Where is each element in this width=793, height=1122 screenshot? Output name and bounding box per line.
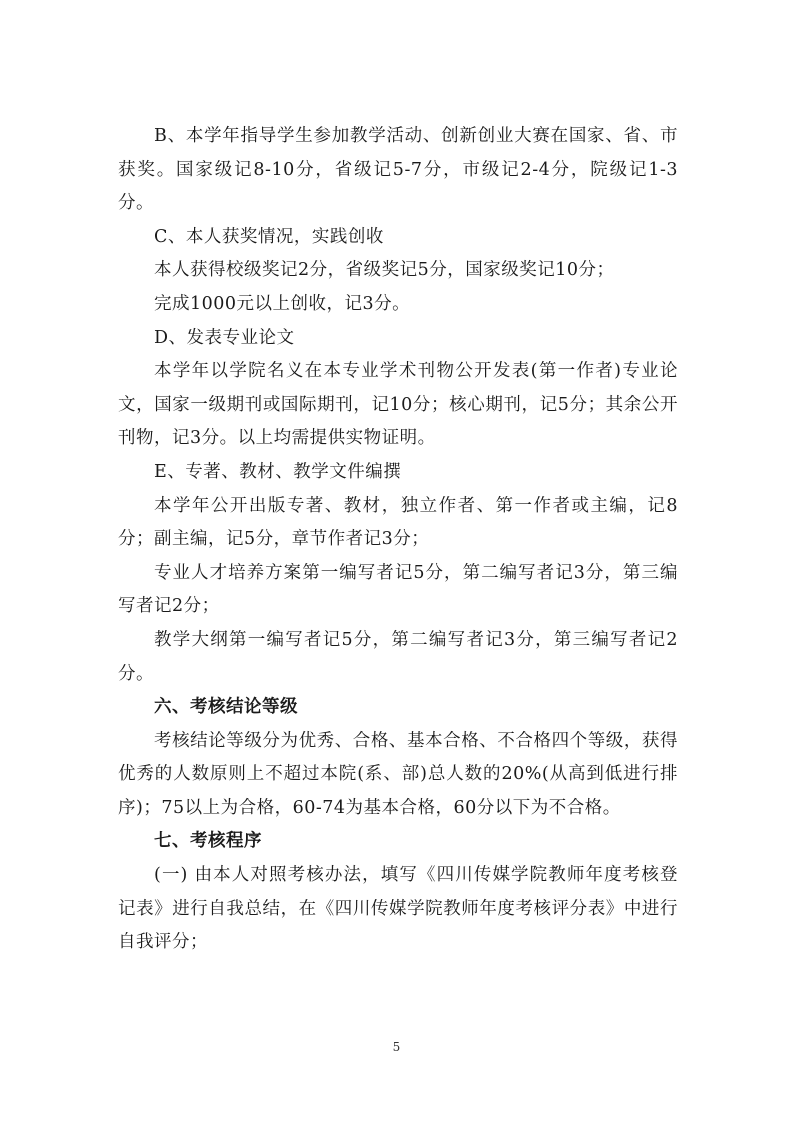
paragraph-training-plan-points: 专业人才培养方案第一编写者记5分，第二编写者记3分，第三编写者记2分； [118,562,678,617]
paragraph-heading-books: E、专著、教材、教学文件编撰 [154,461,402,482]
paragraph-procedure-step-1: (一) 由本人对照考核办法，填写《四川传媒学院教师年度考核登记表》进行自我总结，在《四川传媒学院教师年度考核评分表》中进行自我评分； [118,865,678,953]
page-number: 5 [392,1040,401,1054]
section-heading-grades: 六、考核结论等级 [154,697,298,718]
paragraph-award-guidance: B、本学年指导学生参加教学活动、创新创业大赛在国家、省、市获奖。国家级记8-10分，省级记5-7分，市级记2-4分，院级记1-3分。 [118,126,678,214]
paragraph-book-points: 本学年公开出版专著、教材，独立作者、第一作者或主编，记8分；副主编，记5分，章节作者记3分； [118,495,678,550]
section-heading-procedure: 七、考核程序 [154,831,262,852]
document-body [118,120,678,960]
paragraph-income-points: 完成1000元以上创收，记3分。 [154,293,411,314]
paragraph-heading-personal-awards: C、本人获奖情况，实践创收 [154,226,384,247]
paragraph-personal-award-points: 本人获得校级奖记2分，省级奖记5分，国家级奖记10分； [154,260,615,281]
paragraph-grade-levels: 考核结论等级分为优秀、合格、基本合格、不合格四个等级，获得优秀的人数原则上不超过本院(系、部)总人数的20%(从高到低进行排序)；75以上为合格，60-74为基本合格，60分以下为不合格。 [118,730,678,818]
paragraph-heading-papers: D、发表专业论文 [154,327,295,348]
paragraph-syllabus-points: 教学大纲第一编写者记5分，第二编写者记3分，第三编写者记2分。 [118,629,678,684]
paragraph-paper-points: 本学年以学院名义在本专业学术刊物公开发表(第一作者)专业论文，国家一级期刊或国际期刊，记10分；核心期刊，记5分；其余公开刊物，记3分。以上均需提供实物证明。 [118,361,678,449]
